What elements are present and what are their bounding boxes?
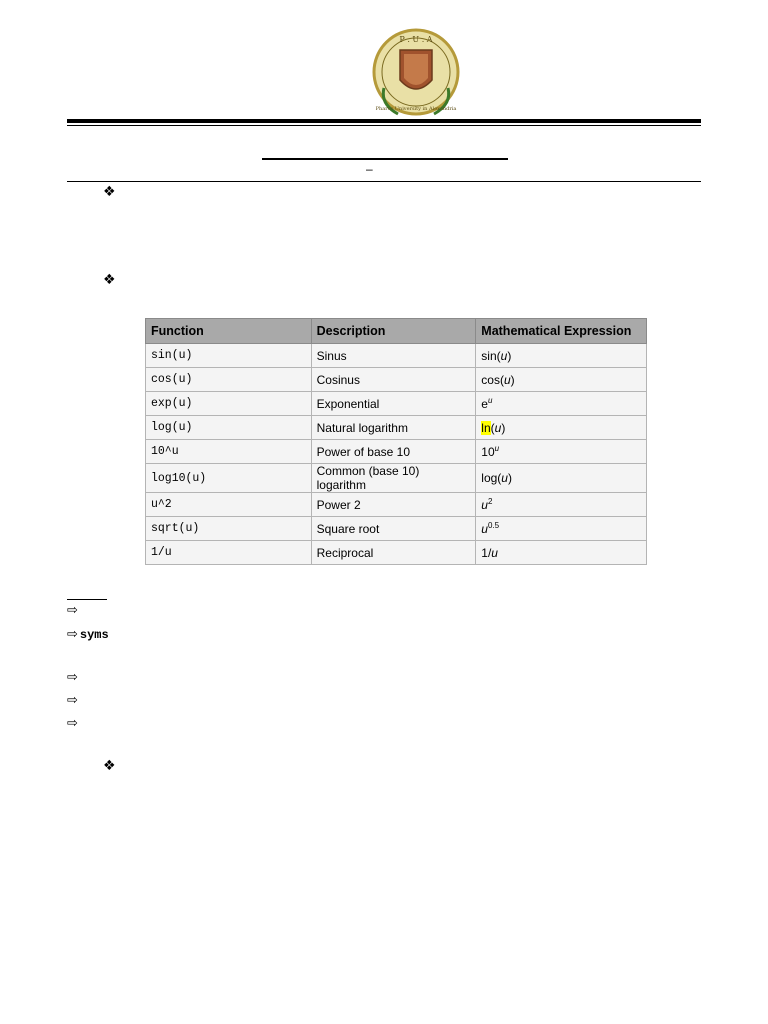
table-row — [146, 464, 647, 493]
cell-function: exp(u) — [146, 392, 312, 416]
header-rule-thin — [67, 125, 701, 126]
arrow-item-4 — [67, 693, 78, 708]
cell-function: sqrt(u) — [146, 517, 312, 541]
cell-function: cos(u) — [146, 368, 312, 392]
cell-expression: 10$^u$ — [476, 440, 647, 464]
cell-expression: 1/u — [476, 541, 647, 565]
cell-expression: $e^u$ — [476, 392, 647, 416]
header-function: Function — [146, 319, 312, 344]
bullet-2: ❖ — [103, 272, 116, 288]
cell-description: Common (base 10) logarithm — [311, 464, 476, 493]
cell-function: 10^u — [146, 440, 312, 464]
arrow-item-5 — [67, 716, 78, 731]
table-row — [146, 541, 647, 565]
table-row — [146, 416, 647, 440]
arrow-icon: ⇨ — [67, 670, 78, 685]
cell-description: Cosinus — [311, 368, 476, 392]
table-row — [146, 493, 647, 517]
arrow-item-syms — [67, 627, 109, 642]
cell-expression: $u^{0.5}$ — [476, 517, 647, 541]
svg-text:P . U . A: P . U . A — [399, 35, 433, 44]
cell-expression: log(u) — [476, 464, 647, 493]
cell-description: Exponential — [311, 392, 476, 416]
section-rule — [67, 181, 701, 182]
table-row — [146, 517, 647, 541]
arrow-icon: ⇨ — [67, 693, 78, 708]
cell-function: log(u) — [146, 416, 312, 440]
cell-function: 1/u — [146, 541, 312, 565]
arrow-item-3 — [67, 670, 78, 685]
cell-function: u^2 — [146, 493, 312, 517]
cell-function: log10(u) — [146, 464, 312, 493]
arrow-icon: ⇨ — [67, 716, 78, 731]
title-underline — [262, 158, 508, 160]
arrow-icon: ⇨ — [67, 627, 78, 642]
cell-function: sin(u) — [146, 344, 312, 368]
table-header-row — [146, 319, 647, 344]
header-expression: Mathematical Expression — [476, 319, 647, 344]
header-description: Description — [311, 319, 476, 344]
university-logo — [370, 28, 462, 124]
bullet-3: ❖ — [103, 758, 116, 774]
svg-text:Pharos University in Alexandri: Pharos University in Alexandria — [375, 106, 457, 112]
cell-expression: $u^2$ — [476, 493, 647, 517]
cell-description: Natural logarithm — [311, 416, 476, 440]
cell-description: Square root — [311, 517, 476, 541]
table-row — [146, 440, 647, 464]
bullet-1: ❖ — [103, 184, 116, 200]
cell-expression: cos(u) — [476, 368, 647, 392]
cell-description: Reciprocal — [311, 541, 476, 565]
arrow-icon: ⇨ — [67, 603, 78, 618]
title-dash: – — [366, 162, 373, 176]
cell-description: Sinus — [311, 344, 476, 368]
function-table — [145, 318, 647, 565]
notes-underline — [67, 599, 107, 600]
table-row — [146, 392, 647, 416]
cell-description: Power of base 10 — [311, 440, 476, 464]
header-rule-thick — [67, 119, 701, 123]
cell-expression: sin(u) — [476, 344, 647, 368]
table-row — [146, 368, 647, 392]
syms-keyword: syms — [79, 628, 109, 642]
cell-expression: ln(u) — [476, 416, 647, 440]
cell-description: Power 2 — [311, 493, 476, 517]
arrow-item-1 — [67, 603, 78, 618]
table-row — [146, 344, 647, 368]
